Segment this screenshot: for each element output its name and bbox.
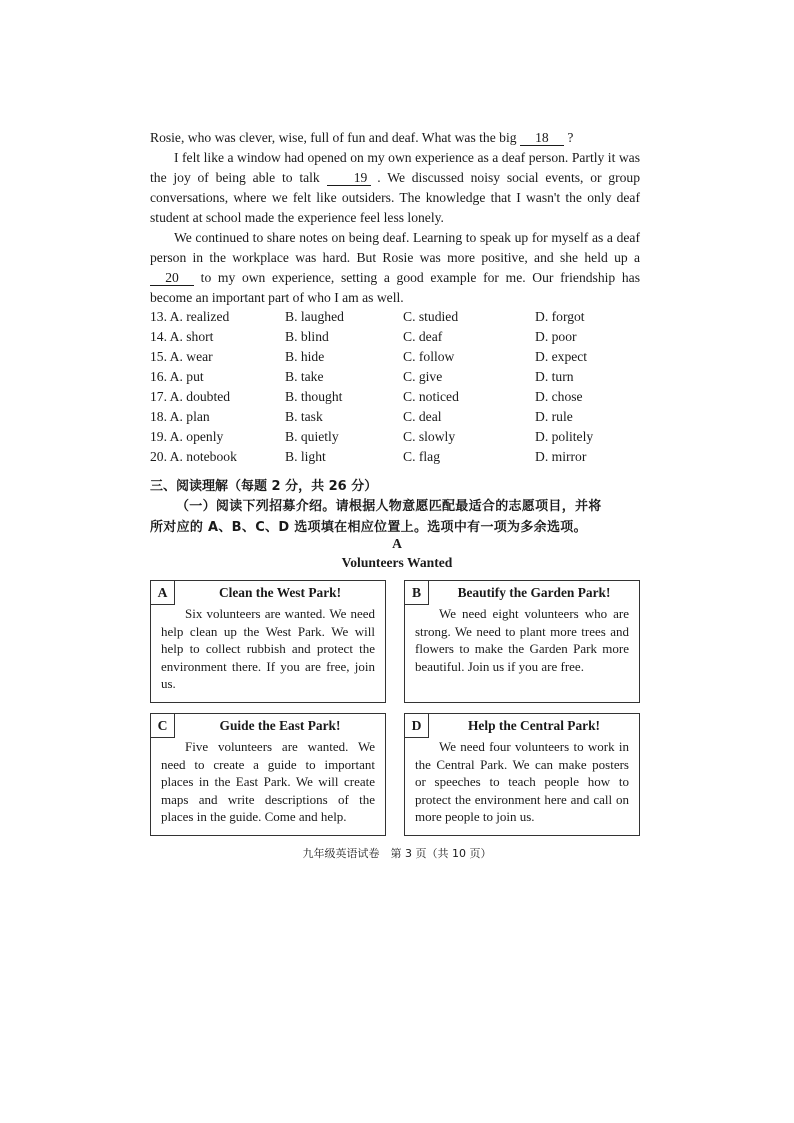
option-d: D. chose (535, 389, 583, 404)
option-b: B. take (285, 369, 324, 384)
card-label: D (405, 714, 429, 738)
option-row-18: 18. A. plan B. task C. deal D. rule (150, 407, 650, 427)
option-c: C. follow (403, 349, 455, 364)
option-row-19: 19. A. openly B. quietly C. slowly D. politely (150, 427, 650, 447)
card-label: A (151, 581, 175, 605)
option-row-13: 13. A. realized B. laughed C. studied D. forgot (150, 307, 650, 327)
page-footer: 九年级英语试卷 第 3 页（共 10 页） (302, 847, 492, 860)
option-d: D. politely (535, 429, 594, 444)
option-d: D. mirror (535, 449, 587, 464)
card-body: We need eight volunteers who are strong. We need to plant more trees and flowers to make the Garden Park more beautiful. Join us if you are free. (415, 606, 629, 674)
card-title: Clean the West Park! (218, 585, 342, 600)
passage-text: ? (567, 130, 574, 145)
passage-paragraph-1 (150, 128, 640, 148)
option-d: D. turn (535, 369, 574, 384)
option-b: B. hide (285, 349, 325, 364)
passage-title: Volunteers Wanted (341, 555, 453, 570)
passage-paragraph-3 (150, 228, 640, 308)
volunteer-card-b (404, 580, 640, 703)
instruction-line-2: 所对应的 A、B、C、D 选项填在相应位置上。选项中有一项为多余选项。 (150, 520, 587, 535)
option-d: D. expect (535, 349, 588, 364)
card-label: B (405, 581, 429, 605)
option-row-16: 16. A. put B. take C. give D. turn (150, 367, 650, 387)
card-body: We need four volunteers to work in the Central Park. We can make posters or speeches to teach people how to protect the environment here and call on more people to join us. (415, 739, 629, 824)
option-b: B. quietly (285, 429, 339, 444)
option-c: C. studied (403, 309, 459, 324)
option-d: D. forgot (535, 309, 585, 324)
option-c: C. deaf (403, 329, 443, 344)
option-b: B. task (285, 409, 323, 424)
option-b: B. blind (285, 329, 329, 344)
option-row-14: 14. A. short B. blind C. deaf D. poor (150, 327, 650, 347)
card-body: Six volunteers are wanted. We need help clean up the West Park. We will help to collect rubbish and protect the environment there. If you are free, join us. (161, 606, 375, 691)
card-title: Beautify the Garden Park! (457, 585, 611, 600)
card-title: Help the Central Park! (467, 718, 601, 733)
passage-paragraph-2 (150, 148, 640, 228)
passage-text: to my own experience, setting a good example for me. Our friendship has become an important part of who I am as well. (150, 270, 640, 305)
passage-text: Rosie, who was clever, wise, full of fun and deaf. What was the big (150, 130, 517, 145)
card-body: Five volunteers are wanted. We need to create a guide to important places in the East Park. We will create maps and write descriptions of the places in the guide. Come and help. (161, 739, 375, 824)
option-d: D. poor (535, 329, 577, 344)
instruction-line-1: （一）阅读下列招募介绍。请根据人物意愿匹配最适合的志愿项目，并将 (176, 499, 602, 514)
passage-letter: A (392, 536, 402, 551)
volunteer-card-c (150, 713, 386, 836)
option-d: D. rule (535, 409, 573, 424)
section-title: 三、阅读理解（每题 2 分，共 26 分） (150, 479, 378, 494)
option-c: C. give (403, 369, 443, 384)
option-row-17: 17. A. doubted B. thought C. noticed D. chose (150, 387, 650, 407)
options-list (150, 307, 650, 467)
option-b: B. laughed (285, 309, 344, 324)
blank-20: 20 (150, 270, 194, 286)
option-c: C. deal (403, 409, 442, 424)
passage-text: I felt like a window had opened on my own experience as a deaf person. Partly it was the joy of being able to talk (150, 150, 640, 185)
option-c: C. noticed (403, 389, 459, 404)
option-row-15: 15. A. wear B. hide C. follow D. expect (150, 347, 650, 367)
volunteer-card-d (404, 713, 640, 836)
card-label: C (151, 714, 175, 738)
option-row-20: 20. A. notebook B. light C. flag D. mirror (150, 447, 650, 467)
card-title: Guide the East Park! (219, 718, 341, 733)
option-c: C. flag (403, 449, 440, 464)
option-b: B. light (285, 449, 326, 464)
blank-19: 19 (327, 170, 371, 186)
blank-18: 18 (520, 130, 564, 146)
option-c: C. slowly (403, 429, 456, 444)
passage-text: . We discussed noisy social events, or group conversations, where we felt like outsiders. The knowledge that I wasn't the only deaf student at school made the experience feel less lonely. (150, 170, 641, 225)
passage-text: We continued to share notes on being deaf. Learning to speak up for myself as a deaf person in the workplace was hard. But Rosie was more positive, and she held up a (150, 230, 640, 265)
volunteer-card-a (150, 580, 386, 703)
option-b: B. thought (285, 389, 343, 404)
